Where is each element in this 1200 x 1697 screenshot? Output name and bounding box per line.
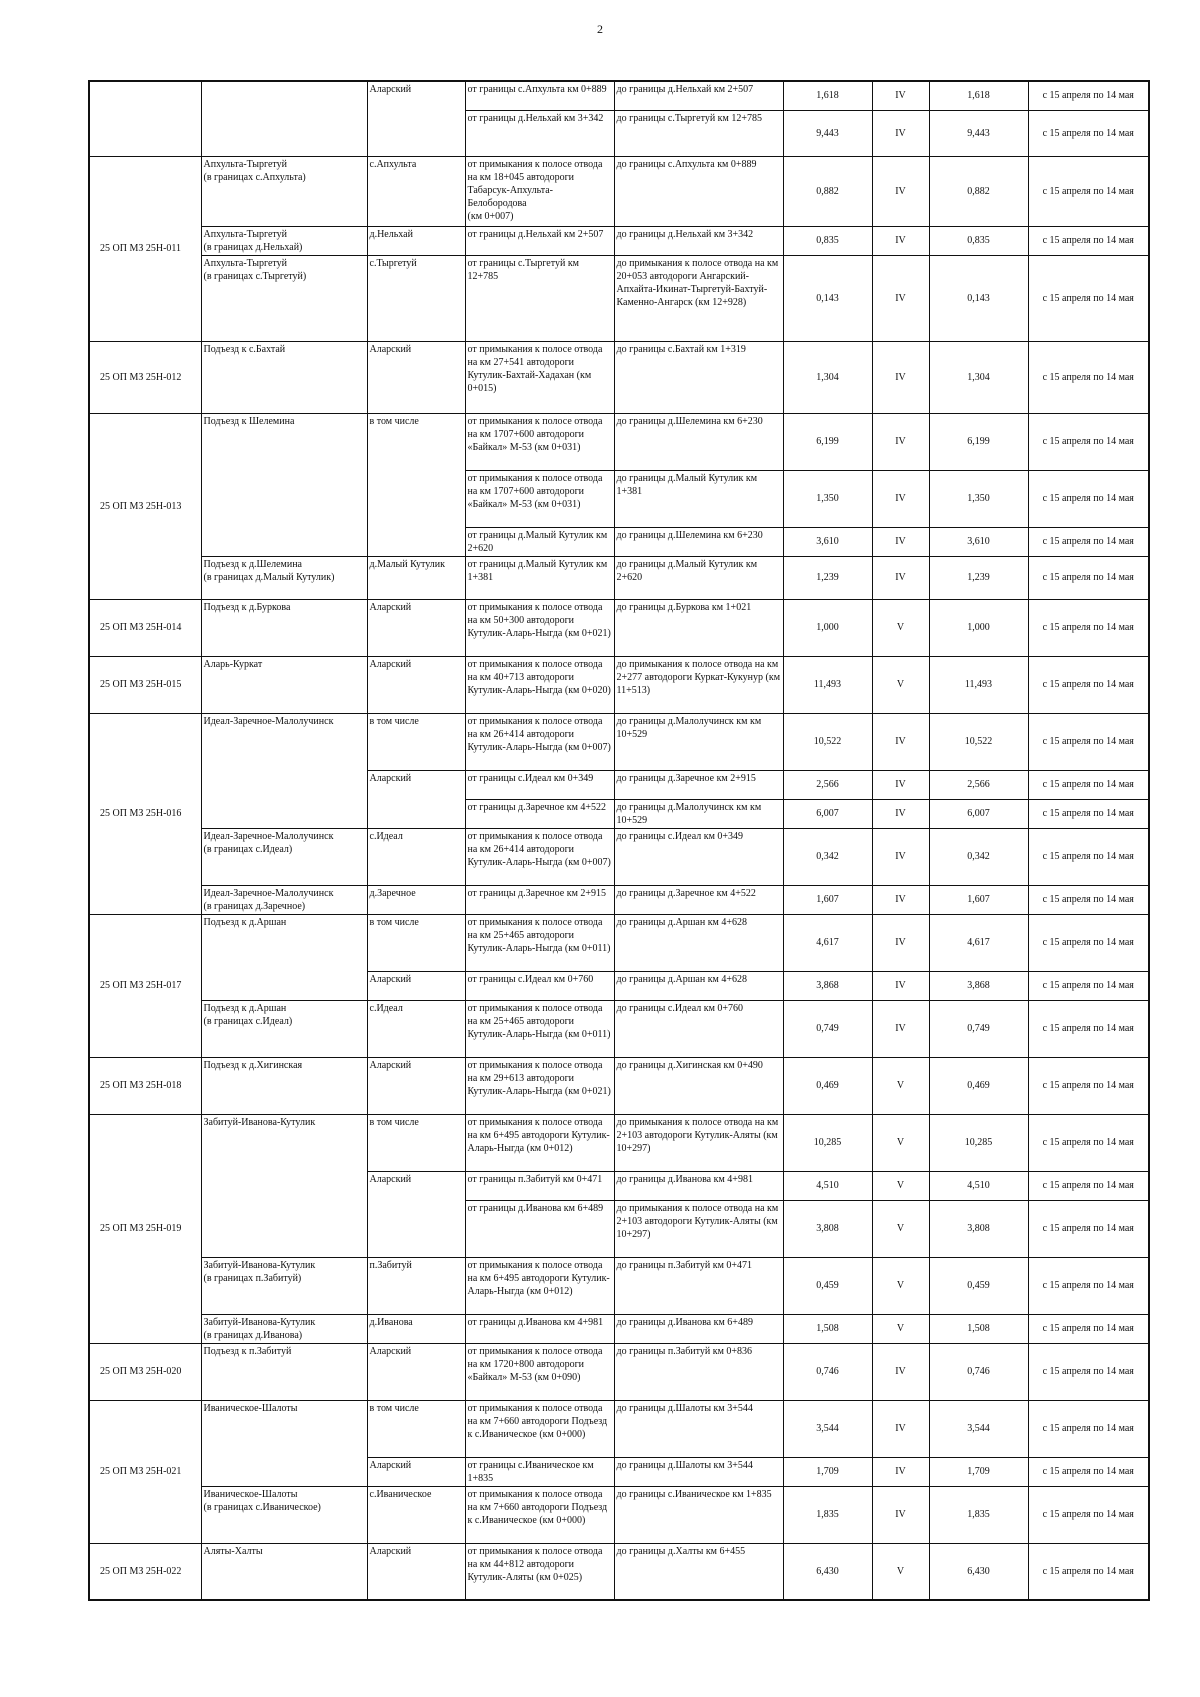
district-cell: Аларский [367,1343,465,1400]
restricted-length-cell: 0,746 [929,1343,1028,1400]
table-row [89,255,1149,341]
page-number: 2 [597,22,603,36]
road-id-cell: 25 ОП МЗ 25Н-012 [89,341,201,413]
category-cell: IV [872,156,929,226]
category-cell: IV [872,556,929,599]
district-cell: Аларский [367,1057,465,1114]
road-name-cell: Подъезд к с.Бахтай [201,341,367,413]
restriction-period-cell: с 15 апреля по 14 мая [1028,81,1149,110]
restriction-period-cell: с 15 апреля по 14 мая [1028,1543,1149,1600]
road-id-cell: 25 ОП МЗ 25Н-015 [89,656,201,713]
road-name-cell: Апхульта-Тыргетуй (в границах с.Апхульта) [201,156,367,226]
road-id-cell: 25 ОП МЗ 25Н-016 [89,713,201,914]
length-cell: 0,835 [783,226,872,255]
length-cell: 6,007 [783,799,872,828]
category-cell: V [872,1171,929,1200]
restricted-length-cell: 1,304 [929,341,1028,413]
length-cell: 3,544 [783,1400,872,1457]
from-point-cell: от примыкания к полосе отвода на км 40+713 автодороги Кутулик-Аларь-Ныгда (км 0+020) [465,656,614,713]
restriction-period-cell: с 15 апреля по 14 мая [1028,470,1149,527]
length-cell: 0,342 [783,828,872,885]
restriction-period-cell: с 15 апреля по 14 мая [1028,885,1149,914]
to-point-cell: до границы д.Хигинская км 0+490 [614,1057,783,1114]
category-cell: IV [872,527,929,556]
category-cell: IV [872,1486,929,1543]
from-point-cell: от границы с.Тыргетуй км 12+785 [465,255,614,341]
to-point-cell: до границы с.Апхульта км 0+889 [614,156,783,226]
to-point-cell: до границы с.Идеал км 0+349 [614,828,783,885]
to-point-cell: до границы д.Заречное км 2+915 [614,770,783,799]
restricted-length-cell: 0,835 [929,226,1028,255]
road-id-cell [89,81,201,156]
restricted-length-cell: 1,239 [929,556,1028,599]
table-row [89,1000,1149,1057]
from-point-cell: от границы д.Нельхай км 3+342 [465,110,614,156]
category-cell: IV [872,914,929,971]
to-point-cell: до границы д.Малолучинск км км 10+529 [614,713,783,770]
category-cell: V [872,1057,929,1114]
category-cell: IV [872,1343,929,1400]
district-cell: д.Иванова [367,1314,465,1343]
road-name-cell: Апхульта-Тыргетуй (в границах д.Нельхай) [201,226,367,255]
restriction-period-cell: с 15 апреля по 14 мая [1028,1171,1149,1200]
restriction-period-cell: с 15 апреля по 14 мая [1028,255,1149,341]
category-cell: IV [872,255,929,341]
restricted-length-cell: 6,199 [929,413,1028,470]
restriction-period-cell: с 15 апреля по 14 мая [1028,599,1149,656]
restricted-length-cell: 3,868 [929,971,1028,1000]
to-point-cell: до границы д.Заречное км 4+522 [614,885,783,914]
from-point-cell: от границы д.Иванова км 6+489 [465,1200,614,1257]
district-cell: Аларский [367,341,465,413]
restricted-length-cell: 1,709 [929,1457,1028,1486]
restriction-period-cell: с 15 апреля по 14 мая [1028,914,1149,971]
district-cell: Аларский [367,599,465,656]
category-cell: IV [872,713,929,770]
restriction-period-cell: с 15 апреля по 14 мая [1028,1257,1149,1314]
from-point-cell: от примыкания к полосе отвода на км 26+414 автодороги Кутулик-Аларь-Ныгда (км 0+007) [465,713,614,770]
table-row [89,885,1149,914]
from-point-cell: от границы д.Заречное км 2+915 [465,885,614,914]
restriction-period-cell: с 15 апреля по 14 мая [1028,110,1149,156]
to-point-cell: до границы д.Нельхай км 3+342 [614,226,783,255]
category-cell: IV [872,226,929,255]
district-cell: в том числе [367,413,465,556]
to-point-cell: до границы с.Идеал км 0+760 [614,1000,783,1057]
to-point-cell: до границы д.Аршан км 4+628 [614,971,783,1000]
road-id-cell: 25 ОП МЗ 25Н-022 [89,1543,201,1600]
road-name-cell: Подъезд к д.Шелемина (в границах д.Малый Кутулик) [201,556,367,599]
length-cell: 11,493 [783,656,872,713]
road-name-cell: Подъезд к д.Хигинская [201,1057,367,1114]
to-point-cell: до границы с.Тыргетуй км 12+785 [614,110,783,156]
road-name-cell: Подъезд к Шелемина [201,413,367,556]
road-id-cell: 25 ОП МЗ 25Н-017 [89,914,201,1057]
restriction-period-cell: с 15 апреля по 14 мая [1028,1343,1149,1400]
length-cell: 3,868 [783,971,872,1000]
to-point-cell: до границы д.Шелемина км 6+230 [614,527,783,556]
road-name-cell: Забитуй-Иванова-Кутулик [201,1114,367,1257]
from-point-cell: от примыкания к полосе отвода на км 44+812 автодороги Кутулик-Аляты (км 0+025) [465,1543,614,1600]
district-cell: д.Малый Кутулик [367,556,465,599]
category-cell: V [872,599,929,656]
from-point-cell: от границы с.Идеал км 0+760 [465,971,614,1000]
category-cell: IV [872,110,929,156]
restricted-length-cell: 4,617 [929,914,1028,971]
restricted-length-cell: 4,510 [929,1171,1028,1200]
district-cell: с.Тыргетуй [367,255,465,341]
road-name-cell: Иваническое-Шалоты (в границах с.Иваническое) [201,1486,367,1543]
from-point-cell: от границы д.Малый Кутулик км 2+620 [465,527,614,556]
restriction-period-cell: с 15 апреля по 14 мая [1028,828,1149,885]
length-cell: 1,239 [783,556,872,599]
category-cell: IV [872,770,929,799]
district-cell: с.Идеал [367,828,465,885]
table-row [89,713,1149,770]
from-point-cell: от примыкания к полосе отвода на км 7+660 автодороги Подъезд к с.Иваническое (км 0+000) [465,1486,614,1543]
table-row [89,1257,1149,1314]
from-point-cell: от границы д.Малый Кутулик км 1+381 [465,556,614,599]
to-point-cell: до границы д.Шалоты км 3+544 [614,1457,783,1486]
category-cell: V [872,1200,929,1257]
restricted-length-cell: 9,443 [929,110,1028,156]
table-row [89,599,1149,656]
district-cell: с.Идеал [367,1000,465,1057]
table-row [89,828,1149,885]
restricted-length-cell: 0,143 [929,255,1028,341]
from-point-cell: от примыкания к полосе отвода на км 1707+600 автодороги «Байкал» М-53 (км 0+031) [465,470,614,527]
restricted-length-cell: 10,522 [929,713,1028,770]
table-row [89,1400,1149,1457]
road-name-cell: Забитуй-Иванова-Кутулик (в границах д.Иванова) [201,1314,367,1343]
category-cell: IV [872,81,929,110]
road-name-cell: Подъезд к д.Аршан [201,914,367,1000]
district-cell: д.Нельхай [367,226,465,255]
table-row [89,1057,1149,1114]
district-cell: Аларский [367,656,465,713]
table-row [89,656,1149,713]
to-point-cell: до примыкания к полосе отвода на км 20+053 автодороги Ангарский-Апхайта-Икинат-Тыргетуй-Бахтуй-Каменно-Ангарск (км 12+928) [614,255,783,341]
restricted-length-cell: 1,618 [929,81,1028,110]
restricted-length-cell: 3,610 [929,527,1028,556]
length-cell: 1,618 [783,81,872,110]
length-cell: 3,610 [783,527,872,556]
length-cell: 0,749 [783,1000,872,1057]
length-cell: 0,882 [783,156,872,226]
length-cell: 4,617 [783,914,872,971]
to-point-cell: до границы д.Буркова км 1+021 [614,599,783,656]
restricted-length-cell: 1,000 [929,599,1028,656]
to-point-cell: до границы д.Аршан км 4+628 [614,914,783,971]
district-cell: с.Апхульта [367,156,465,226]
from-point-cell: от границы п.Забитуй км 0+471 [465,1171,614,1200]
category-cell: IV [872,413,929,470]
road-name-cell: Идеал-Заречное-Малолучинск [201,713,367,828]
to-point-cell: до примыкания к полосе отвода на км 2+103 автодороги Кутулик-Аляты (км 10+297) [614,1200,783,1257]
restricted-length-cell: 1,607 [929,885,1028,914]
to-point-cell: до границы д.Малый Кутулик км 1+381 [614,470,783,527]
road-id-cell: 25 ОП МЗ 25Н-020 [89,1343,201,1400]
road-table-body [89,81,1149,1600]
road-id-cell: 25 ОП МЗ 25Н-019 [89,1114,201,1343]
length-cell: 6,199 [783,413,872,470]
road-id-cell: 25 ОП МЗ 25Н-018 [89,1057,201,1114]
to-point-cell: до границы с.Иваническое км 1+835 [614,1486,783,1543]
from-point-cell: от границы д.Заречное км 4+522 [465,799,614,828]
length-cell: 1,304 [783,341,872,413]
length-cell: 0,469 [783,1057,872,1114]
from-point-cell: от границы д.Нельхай км 2+507 [465,226,614,255]
table-row [89,1314,1149,1343]
category-cell: V [872,1314,929,1343]
table-row [89,914,1149,971]
from-point-cell: от границы д.Иванова км 4+981 [465,1314,614,1343]
restricted-length-cell: 10,285 [929,1114,1028,1171]
restriction-period-cell: с 15 апреля по 14 мая [1028,799,1149,828]
length-cell: 2,566 [783,770,872,799]
restriction-period-cell: с 15 апреля по 14 мая [1028,713,1149,770]
district-cell: Аларский [367,81,465,156]
restriction-period-cell: с 15 апреля по 14 мая [1028,1114,1149,1171]
district-cell: в том числе [367,1114,465,1171]
length-cell: 9,443 [783,110,872,156]
restriction-period-cell: с 15 апреля по 14 мая [1028,770,1149,799]
district-cell: Аларский [367,971,465,1000]
district-cell: Аларский [367,1457,465,1486]
to-point-cell: до границы д.Нельхай км 2+507 [614,81,783,110]
from-point-cell: от примыкания к полосе отвода на км 50+300 автодороги Кутулик-Аларь-Ныгда (км 0+021) [465,599,614,656]
from-point-cell: от примыкания к полосе отвода на км 25+465 автодороги Кутулик-Аларь-Ныгда (км 0+011) [465,914,614,971]
from-point-cell: от примыкания к полосе отвода на км 1720+800 автодороги «Байкал» М-53 (км 0+090) [465,1343,614,1400]
length-cell: 6,430 [783,1543,872,1600]
restriction-period-cell: с 15 апреля по 14 мая [1028,971,1149,1000]
category-cell: V [872,1114,929,1171]
restriction-period-cell: с 15 апреля по 14 мая [1028,1200,1149,1257]
table-row [89,341,1149,413]
road-name-cell: Иваническое-Шалоты [201,1400,367,1486]
road-id-cell: 25 ОП МЗ 25Н-011 [89,156,201,341]
category-cell: IV [872,341,929,413]
to-point-cell: до границы п.Забитуй км 0+471 [614,1257,783,1314]
road-name-cell: Идеал-Заречное-Малолучинск (в границах с.Идеал) [201,828,367,885]
restriction-period-cell: с 15 апреля по 14 мая [1028,1486,1149,1543]
restricted-length-cell: 0,749 [929,1000,1028,1057]
length-cell: 4,510 [783,1171,872,1200]
category-cell: IV [872,1457,929,1486]
category-cell: IV [872,1000,929,1057]
length-cell: 10,522 [783,713,872,770]
restricted-length-cell: 11,493 [929,656,1028,713]
restriction-period-cell: с 15 апреля по 14 мая [1028,226,1149,255]
table-row [89,1343,1149,1400]
from-point-cell: от примыкания к полосе отвода на км 7+660 автодороги Подъезд к с.Иваническое (км 0+000) [465,1400,614,1457]
table-row [89,1543,1149,1600]
road-name-cell: Подъезд к д.Буркова [201,599,367,656]
length-cell: 1,508 [783,1314,872,1343]
restriction-period-cell: с 15 апреля по 14 мая [1028,1000,1149,1057]
restricted-length-cell: 3,808 [929,1200,1028,1257]
category-cell: V [872,1257,929,1314]
length-cell: 0,143 [783,255,872,341]
road-id-cell: 25 ОП МЗ 25Н-021 [89,1400,201,1543]
category-cell: IV [872,799,929,828]
road-table [88,80,1150,1601]
category-cell: IV [872,828,929,885]
from-point-cell: от границы с.Апхульта км 0+889 [465,81,614,110]
district-cell: в том числе [367,914,465,971]
road-id-cell: 25 ОП МЗ 25Н-013 [89,413,201,599]
restricted-length-cell: 0,459 [929,1257,1028,1314]
from-point-cell: от примыкания к полосе отвода на км 6+495 автодороги Кутулик-Аларь-Ныгда (км 0+012) [465,1257,614,1314]
restricted-length-cell: 1,350 [929,470,1028,527]
to-point-cell: до границы д.Малолучинск км км 10+529 [614,799,783,828]
restriction-period-cell: с 15 апреля по 14 мая [1028,341,1149,413]
length-cell: 0,746 [783,1343,872,1400]
restriction-period-cell: с 15 апреля по 14 мая [1028,1314,1149,1343]
restricted-length-cell: 1,835 [929,1486,1028,1543]
from-point-cell: от примыкания к полосе отвода на км 29+613 автодороги Кутулик-Аларь-Ныгда (км 0+021) [465,1057,614,1114]
from-point-cell: от примыкания к полосе отвода на км 27+541 автодороги Кутулик-Бахтай-Хадахан (км 0+015) [465,341,614,413]
restricted-length-cell: 6,430 [929,1543,1028,1600]
table-row [89,1114,1149,1171]
from-point-cell: от примыкания к полосе отвода на км 26+414 автодороги Кутулик-Аларь-Ныгда (км 0+007) [465,828,614,885]
length-cell: 3,808 [783,1200,872,1257]
length-cell: 1,835 [783,1486,872,1543]
from-point-cell: от границы с.Иваническое км 1+835 [465,1457,614,1486]
road-name-cell: Подъезд к п.Забитуй [201,1343,367,1400]
table-row [89,81,1149,110]
to-point-cell: до примыкания к полосе отвода на км 2+103 автодороги Кутулик-Аляты (км 10+297) [614,1114,783,1171]
road-name-cell: Аляты-Халты [201,1543,367,1600]
category-cell: V [872,656,929,713]
road-name-cell [201,81,367,156]
to-point-cell: до примыкания к полосе отвода на км 2+277 автодороги Куркат-Кукунур (км 11+513) [614,656,783,713]
table-row [89,1486,1149,1543]
restricted-length-cell: 0,342 [929,828,1028,885]
length-cell: 1,607 [783,885,872,914]
road-id-cell: 25 ОП МЗ 25Н-014 [89,599,201,656]
restriction-period-cell: с 15 апреля по 14 мая [1028,1057,1149,1114]
length-cell: 0,459 [783,1257,872,1314]
table-row [89,226,1149,255]
to-point-cell: до границы д.Шалоты км 3+544 [614,1400,783,1457]
length-cell: 10,285 [783,1114,872,1171]
category-cell: IV [872,971,929,1000]
to-point-cell: до границы д.Иванова км 6+489 [614,1314,783,1343]
district-cell: п.Забитуй [367,1257,465,1314]
district-cell: Аларский [367,1543,465,1600]
road-name-cell: Подъезд к д.Аршан (в границах с.Идеал) [201,1000,367,1057]
to-point-cell: до границы д.Иванова км 4+981 [614,1171,783,1200]
to-point-cell: до границы д.Шелемина км 6+230 [614,413,783,470]
district-cell: д.Заречное [367,885,465,914]
road-name-cell: Аларь-Куркат [201,656,367,713]
category-cell: V [872,1543,929,1600]
restricted-length-cell: 0,882 [929,156,1028,226]
category-cell: IV [872,885,929,914]
district-cell: в том числе [367,713,465,770]
restricted-length-cell: 0,469 [929,1057,1028,1114]
restricted-length-cell: 6,007 [929,799,1028,828]
from-point-cell: от границы с.Идеал км 0+349 [465,770,614,799]
restriction-period-cell: с 15 апреля по 14 мая [1028,413,1149,470]
district-cell: с.Иваническое [367,1486,465,1543]
from-point-cell: от примыкания к полосе отвода на км 1707+600 автодороги «Байкал» М-53 (км 0+031) [465,413,614,470]
district-cell: в том числе [367,1400,465,1457]
to-point-cell: до границы п.Забитуй км 0+836 [614,1343,783,1400]
restriction-period-cell: с 15 апреля по 14 мая [1028,527,1149,556]
to-point-cell: до границы д.Халты км 6+455 [614,1543,783,1600]
district-cell: Аларский [367,770,465,828]
road-name-cell: Забитуй-Иванова-Кутулик (в границах п.Забитуй) [201,1257,367,1314]
restriction-period-cell: с 15 апреля по 14 мая [1028,556,1149,599]
from-point-cell: от примыкания к полосе отвода на км 6+495 автодороги Кутулик-Аларь-Ныгда (км 0+012) [465,1114,614,1171]
to-point-cell: до границы д.Малый Кутулик км 2+620 [614,556,783,599]
restricted-length-cell: 2,566 [929,770,1028,799]
length-cell: 1,350 [783,470,872,527]
table-row [89,556,1149,599]
restriction-period-cell: с 15 апреля по 14 мая [1028,156,1149,226]
table-row [89,156,1149,226]
from-point-cell: от примыкания к полосе отвода на км 18+045 автодороги Табарсук-Апхульта-Белобородова (км 0+007) [465,156,614,226]
restricted-length-cell: 3,544 [929,1400,1028,1457]
district-cell: Аларский [367,1171,465,1257]
restriction-period-cell: с 15 апреля по 14 мая [1028,656,1149,713]
category-cell: IV [872,470,929,527]
road-name-cell: Идеал-Заречное-Малолучинск (в границах д.Заречное) [201,885,367,914]
to-point-cell: до границы с.Бахтай км 1+319 [614,341,783,413]
category-cell: IV [872,1400,929,1457]
road-name-cell: Апхульта-Тыргетуй (в границах с.Тыргетуй) [201,255,367,341]
restriction-period-cell: с 15 апреля по 14 мая [1028,1400,1149,1457]
restricted-length-cell: 1,508 [929,1314,1028,1343]
table-row [89,413,1149,470]
length-cell: 1,709 [783,1457,872,1486]
length-cell: 1,000 [783,599,872,656]
restriction-period-cell: с 15 апреля по 14 мая [1028,1457,1149,1486]
from-point-cell: от примыкания к полосе отвода на км 25+465 автодороги Кутулик-Аларь-Ныгда (км 0+011) [465,1000,614,1057]
